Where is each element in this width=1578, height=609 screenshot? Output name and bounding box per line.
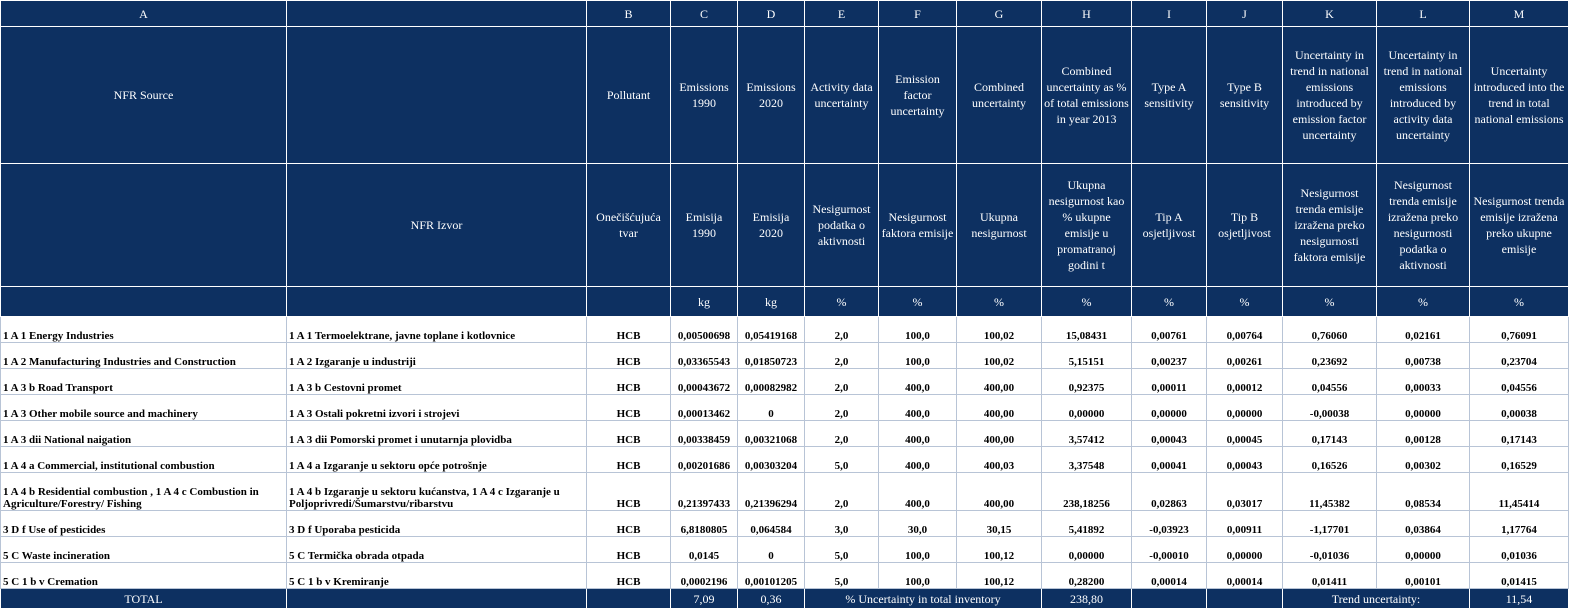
header-cell[interactable]: Nesigurnost faktora emisije xyxy=(879,164,957,287)
value-cell[interactable]: 0,00101205 xyxy=(738,563,805,589)
value-cell[interactable]: 0,00000 xyxy=(1042,395,1132,421)
header-cell[interactable]: Nesigurnost trenda emisije izražena preko nesigurnosti podatka o aktivnosti xyxy=(1377,164,1470,287)
nfr-source-cell[interactable]: 1 A 1 Energy Industries xyxy=(1,317,287,343)
table-body xyxy=(1,317,1569,589)
header-cell[interactable]: Ukupna nesigurnost xyxy=(957,164,1042,287)
pollutant-cell[interactable]: HCB xyxy=(587,447,671,473)
unit-cell[interactable]: % xyxy=(1470,287,1569,317)
value-cell[interactable]: 0,23692 xyxy=(1283,343,1377,369)
value-cell[interactable]: 0,21396294 xyxy=(738,473,805,511)
value-cell[interactable]: 0,00011 xyxy=(1132,369,1207,395)
value-cell[interactable]: 0,16526 xyxy=(1283,447,1377,473)
value-cell[interactable]: 0,00128 xyxy=(1377,421,1470,447)
unit-cell[interactable]: kg xyxy=(671,287,738,317)
header-cell[interactable]: Onečišćujuća tvar xyxy=(587,164,671,287)
header-cell[interactable]: NFR Source xyxy=(1,27,287,164)
table-row xyxy=(1,447,1569,473)
value-cell[interactable]: 2,0 xyxy=(805,395,879,421)
value-cell[interactable]: 0,02161 xyxy=(1377,317,1470,343)
value-cell[interactable]: 0,76091 xyxy=(1470,317,1569,343)
table-row xyxy=(1,473,1569,511)
header-cell[interactable]: Ukupna nesigurnost kao % ukupne emisije u promatranoj godini t xyxy=(1042,164,1132,287)
value-cell[interactable]: 0,01415 xyxy=(1470,563,1569,589)
pollutant-cell[interactable]: HCB xyxy=(587,563,671,589)
column-letter-cell[interactable]: C xyxy=(671,1,738,27)
value-cell[interactable]: 0,05419168 xyxy=(738,317,805,343)
nfr-izvor-cell[interactable]: 1 A 3 b Cestovni promet xyxy=(287,369,587,395)
nfr-source-cell[interactable]: 5 C 1 b v Cremation xyxy=(1,563,287,589)
value-cell[interactable]: 0,00302 xyxy=(1377,447,1470,473)
header-cell[interactable]: Nesigurnost trenda emisije izražena preko nesigurnosti faktora emisije xyxy=(1283,164,1377,287)
pollutant-cell[interactable]: HCB xyxy=(587,421,671,447)
value-cell[interactable]: 0,00911 xyxy=(1207,511,1283,537)
header-cell[interactable]: Activity data uncertainty xyxy=(805,27,879,164)
value-cell[interactable]: 0,00500698 xyxy=(671,317,738,343)
column-letter-cell[interactable]: A xyxy=(1,1,287,27)
value-cell[interactable]: 3,57412 xyxy=(1042,421,1132,447)
nfr-izvor-cell[interactable]: 1 A 4 b Izgaranje u sektoru kućanstva, 1 A 4 c Izgaranje u Poljoprivredi/Šumarstvu/ribarstvu xyxy=(287,473,587,511)
value-cell[interactable]: 2,0 xyxy=(805,421,879,447)
header-cell[interactable]: Emissions 2020 xyxy=(738,27,805,164)
nfr-izvor-cell[interactable]: 1 A 3 dii Pomorski promet i unutarnja plovidba xyxy=(287,421,587,447)
table-row xyxy=(1,537,1569,563)
trend-uncertainty-label[interactable]: Trend uncertainty: xyxy=(1283,589,1470,609)
header-cell[interactable]: Tip A osjetljivost xyxy=(1132,164,1207,287)
value-cell[interactable]: 0,28200 xyxy=(1042,563,1132,589)
value-cell[interactable]: 400,0 xyxy=(879,369,957,395)
nfr-source-cell[interactable]: 1 A 3 Other mobile source and machinery xyxy=(1,395,287,421)
unit-cell[interactable]: % xyxy=(1132,287,1207,317)
nfr-source-cell[interactable]: 5 C Waste incineration xyxy=(1,537,287,563)
value-cell[interactable]: 3,0 xyxy=(805,511,879,537)
nfr-izvor-cell[interactable]: 3 D f Uporaba pesticida xyxy=(287,511,587,537)
header-cell[interactable]: Emisija 2020 xyxy=(738,164,805,287)
trend-uncertainty-value[interactable]: 11,54 xyxy=(1470,589,1569,609)
nfr-izvor-cell[interactable]: 1 A 1 Termoelektrane, javne toplane i kotlovnice xyxy=(287,317,587,343)
header-cell[interactable]: Uncertainty introduced into the trend in total national emissions xyxy=(1470,27,1569,164)
value-cell[interactable]: 0,00000 xyxy=(1042,537,1132,563)
total-inventory-value[interactable]: 238,80 xyxy=(1042,589,1132,609)
value-cell[interactable]: 0,00000 xyxy=(1207,395,1283,421)
value-cell[interactable]: 0,00043 xyxy=(1132,421,1207,447)
value-cell[interactable]: 0,00764 xyxy=(1207,317,1283,343)
column-letter-cell[interactable]: F xyxy=(879,1,957,27)
table-row xyxy=(1,343,1569,369)
table-row xyxy=(1,395,1569,421)
header-cell[interactable]: Nesigurnost trenda emisije izražena preko ukupne emisije xyxy=(1470,164,1569,287)
value-cell[interactable]: 0,00000 xyxy=(1207,537,1283,563)
value-cell[interactable]: 11,45382 xyxy=(1283,473,1377,511)
pollutant-cell[interactable]: HCB xyxy=(587,395,671,421)
nfr-izvor-cell[interactable]: 1 A 4 a Izgaranje u sektoru opće potrošnje xyxy=(287,447,587,473)
unit-cell[interactable] xyxy=(287,287,587,317)
value-cell[interactable]: 238,18256 xyxy=(1042,473,1132,511)
unit-cell[interactable]: % xyxy=(957,287,1042,317)
header-cell[interactable]: Combined uncertainty as % of total emissions in year 2013 xyxy=(1042,27,1132,164)
total-inventory-label[interactable]: % Uncertainty in total inventory xyxy=(805,589,1042,609)
value-cell[interactable]: 0,00000 xyxy=(1132,395,1207,421)
value-cell[interactable]: 0,00261 xyxy=(1207,343,1283,369)
nfr-izvor-cell[interactable]: 1 A 2 Izgaranje u industriji xyxy=(287,343,587,369)
value-cell[interactable]: 100,12 xyxy=(957,563,1042,589)
header-cell[interactable] xyxy=(1,164,287,287)
column-letter-cell[interactable]: G xyxy=(957,1,1042,27)
value-cell[interactable]: 0,04556 xyxy=(1283,369,1377,395)
value-cell[interactable]: 0,00045 xyxy=(1207,421,1283,447)
nfr-source-cell[interactable]: 1 A 2 Manufacturing Industries and Construction xyxy=(1,343,287,369)
pollutant-cell[interactable]: HCB xyxy=(587,537,671,563)
value-cell[interactable]: 0,00082982 xyxy=(738,369,805,395)
value-cell[interactable]: -0,01036 xyxy=(1283,537,1377,563)
nfr-source-cell[interactable]: 1 A 4 b Residential combustion , 1 A 4 c Combustion in Agriculture/Forestry/ Fishing xyxy=(1,473,287,511)
value-cell[interactable]: 0,00000 xyxy=(1377,537,1470,563)
unit-cell[interactable]: % xyxy=(879,287,957,317)
value-cell[interactable]: 0,02863 xyxy=(1132,473,1207,511)
unit-cell[interactable]: % xyxy=(805,287,879,317)
value-cell[interactable]: 15,08431 xyxy=(1042,317,1132,343)
unit-cell[interactable]: % xyxy=(1283,287,1377,317)
nfr-source-cell[interactable]: 1 A 4 a Commercial, institutional combustion xyxy=(1,447,287,473)
nfr-source-cell[interactable]: 1 A 3 dii National naigation xyxy=(1,421,287,447)
value-cell[interactable]: 100,02 xyxy=(957,317,1042,343)
value-cell[interactable]: 0,17143 xyxy=(1283,421,1377,447)
header-cell[interactable]: Tip B osjetljivost xyxy=(1207,164,1283,287)
value-cell[interactable]: -0,03923 xyxy=(1132,511,1207,537)
value-cell[interactable]: 30,15 xyxy=(957,511,1042,537)
column-letter-cell[interactable]: D xyxy=(738,1,805,27)
value-cell[interactable]: 0,00761 xyxy=(1132,317,1207,343)
unit-cell[interactable]: % xyxy=(1207,287,1283,317)
value-cell[interactable]: -0,00010 xyxy=(1132,537,1207,563)
value-cell[interactable]: 0,00041 xyxy=(1132,447,1207,473)
value-cell[interactable]: 0,00303204 xyxy=(738,447,805,473)
value-cell[interactable]: 5,0 xyxy=(805,563,879,589)
value-cell[interactable]: 100,0 xyxy=(879,563,957,589)
english-header-row xyxy=(1,27,1569,164)
value-cell[interactable]: 0,00201686 xyxy=(671,447,738,473)
value-cell[interactable]: 0,00101 xyxy=(1377,563,1470,589)
croatian-header-row xyxy=(1,164,1569,287)
nfr-izvor-cell[interactable]: 1 A 3 Ostali pokretni izvori i strojevi xyxy=(287,395,587,421)
value-cell[interactable]: 100,0 xyxy=(879,537,957,563)
value-cell[interactable]: 100,0 xyxy=(879,343,957,369)
pollutant-cell[interactable]: HCB xyxy=(587,511,671,537)
value-cell[interactable]: 0,16529 xyxy=(1470,447,1569,473)
value-cell[interactable]: 2,0 xyxy=(805,369,879,395)
value-cell[interactable]: 0,00237 xyxy=(1132,343,1207,369)
header-cell[interactable]: Emisija 1990 xyxy=(671,164,738,287)
value-cell[interactable]: 0,00738 xyxy=(1377,343,1470,369)
column-letter-cell[interactable]: I xyxy=(1132,1,1207,27)
total-emissions-2020[interactable]: 0,36 xyxy=(738,589,805,609)
value-cell[interactable]: 400,00 xyxy=(957,369,1042,395)
value-cell[interactable]: 0,04556 xyxy=(1470,369,1569,395)
value-cell[interactable]: 0,064584 xyxy=(738,511,805,537)
value-cell[interactable]: 400,0 xyxy=(879,473,957,511)
value-cell[interactable]: 0,0145 xyxy=(671,537,738,563)
value-cell[interactable]: 0,08534 xyxy=(1377,473,1470,511)
value-cell[interactable]: 0 xyxy=(738,395,805,421)
table-row xyxy=(1,421,1569,447)
unit-cell[interactable]: % xyxy=(1042,287,1132,317)
value-cell[interactable]: 0,17143 xyxy=(1470,421,1569,447)
value-cell[interactable]: 0,00033 xyxy=(1377,369,1470,395)
header-cell[interactable]: Uncertainty in trend in national emissions introduced by emission factor uncertainty xyxy=(1283,27,1377,164)
nfr-source-cell[interactable]: 3 D f Use of pesticides xyxy=(1,511,287,537)
value-cell[interactable]: 0,00338459 xyxy=(671,421,738,447)
total-emissions-1990[interactable]: 7,09 xyxy=(671,589,738,609)
value-cell[interactable]: 5,15151 xyxy=(1042,343,1132,369)
value-cell[interactable]: 0,00043 xyxy=(1207,447,1283,473)
column-letter-cell[interactable]: J xyxy=(1207,1,1283,27)
value-cell[interactable]: 0,01036 xyxy=(1470,537,1569,563)
header-cell[interactable]: Combined uncertainty xyxy=(957,27,1042,164)
table-row xyxy=(1,317,1569,343)
header-cell[interactable]: Type A sensitivity xyxy=(1132,27,1207,164)
value-cell[interactable]: 0,03864 xyxy=(1377,511,1470,537)
value-cell[interactable]: 0 xyxy=(738,537,805,563)
value-cell[interactable]: 0,00321068 xyxy=(738,421,805,447)
unit-cell[interactable]: % xyxy=(1377,287,1470,317)
nfr-source-cell[interactable]: 1 A 3 b Road Transport xyxy=(1,369,287,395)
value-cell[interactable]: -0,00038 xyxy=(1283,395,1377,421)
table-row xyxy=(1,563,1569,589)
value-cell[interactable]: 0,03017 xyxy=(1207,473,1283,511)
pollutant-cell[interactable]: HCB xyxy=(587,343,671,369)
pollutant-cell[interactable]: HCB xyxy=(587,317,671,343)
value-cell[interactable]: 0,00014 xyxy=(1207,563,1283,589)
value-cell[interactable]: 400,0 xyxy=(879,421,957,447)
value-cell[interactable]: 11,45414 xyxy=(1470,473,1569,511)
value-cell[interactable]: 3,37548 xyxy=(1042,447,1132,473)
column-letter-row xyxy=(1,1,1569,27)
value-cell[interactable]: 0,00043672 xyxy=(671,369,738,395)
value-cell[interactable]: 2,0 xyxy=(805,473,879,511)
total-label[interactable]: TOTAL xyxy=(1,589,287,609)
table-row xyxy=(1,511,1569,537)
value-cell[interactable]: 0,00012 xyxy=(1207,369,1283,395)
value-cell[interactable]: 400,0 xyxy=(879,395,957,421)
value-cell[interactable]: 2,0 xyxy=(805,317,879,343)
nfr-izvor-cell[interactable]: 5 C 1 b v Kremiranje xyxy=(287,563,587,589)
value-cell[interactable]: -1,17701 xyxy=(1283,511,1377,537)
value-cell[interactable]: 2,0 xyxy=(805,343,879,369)
column-letter-cell[interactable]: B xyxy=(587,1,671,27)
value-cell[interactable]: 0,00038 xyxy=(1470,395,1569,421)
value-cell[interactable]: 1,17764 xyxy=(1470,511,1569,537)
column-letter-cell[interactable]: L xyxy=(1377,1,1470,27)
unit-cell[interactable] xyxy=(587,287,671,317)
value-cell[interactable]: 0,00013462 xyxy=(671,395,738,421)
column-letter-cell[interactable]: M xyxy=(1470,1,1569,27)
unit-cell[interactable]: kg xyxy=(738,287,805,317)
header-cell[interactable]: Nesigurnost podatka o aktivnosti xyxy=(805,164,879,287)
unit-cell[interactable] xyxy=(1,287,287,317)
header-cell[interactable]: Uncertainty in trend in national emissions introduced by activity data uncertainty xyxy=(1377,27,1470,164)
value-cell[interactable]: 0,03365543 xyxy=(671,343,738,369)
column-letter-cell[interactable]: H xyxy=(1042,1,1132,27)
column-letter-cell[interactable] xyxy=(287,1,587,27)
pollutant-cell[interactable]: HCB xyxy=(587,473,671,511)
nfr-izvor-cell[interactable]: 5 C Termička obrada otpada xyxy=(287,537,587,563)
value-cell[interactable]: 0,00000 xyxy=(1377,395,1470,421)
units-row xyxy=(1,287,1569,317)
value-cell[interactable]: 0,00014 xyxy=(1132,563,1207,589)
value-cell[interactable]: 0,92375 xyxy=(1042,369,1132,395)
value-cell[interactable]: 400,03 xyxy=(957,447,1042,473)
table-row xyxy=(1,369,1569,395)
header-cell[interactable]: Emissions 1990 xyxy=(671,27,738,164)
value-cell[interactable]: 0,01850723 xyxy=(738,343,805,369)
header-cell[interactable] xyxy=(287,27,587,164)
column-letter-cell[interactable]: E xyxy=(805,1,879,27)
header-cell[interactable]: Pollutant xyxy=(587,27,671,164)
value-cell[interactable]: 100,0 xyxy=(879,317,957,343)
header-cell[interactable]: Emission factor uncertainty xyxy=(879,27,957,164)
value-cell[interactable]: 0,01411 xyxy=(1283,563,1377,589)
value-cell[interactable]: 0,76060 xyxy=(1283,317,1377,343)
value-cell[interactable]: 6,8180805 xyxy=(671,511,738,537)
value-cell[interactable]: 0,23704 xyxy=(1470,343,1569,369)
value-cell[interactable]: 400,00 xyxy=(957,473,1042,511)
value-cell[interactable]: 100,02 xyxy=(957,343,1042,369)
value-cell[interactable]: 0,0002196 xyxy=(671,563,738,589)
value-cell[interactable]: 5,41892 xyxy=(1042,511,1132,537)
value-cell[interactable]: 0,21397433 xyxy=(671,473,738,511)
value-cell[interactable]: 100,12 xyxy=(957,537,1042,563)
pollutant-cell[interactable]: HCB xyxy=(587,369,671,395)
header-cell[interactable]: NFR Izvor xyxy=(287,164,587,287)
value-cell[interactable]: 400,00 xyxy=(957,395,1042,421)
header-cell[interactable]: Type B sensitivity xyxy=(1207,27,1283,164)
value-cell[interactable]: 400,00 xyxy=(957,421,1042,447)
column-letter-cell[interactable]: K xyxy=(1283,1,1377,27)
value-cell[interactable]: 30,0 xyxy=(879,511,957,537)
value-cell[interactable]: 5,0 xyxy=(805,447,879,473)
value-cell[interactable]: 5,0 xyxy=(805,537,879,563)
value-cell[interactable]: 400,0 xyxy=(879,447,957,473)
